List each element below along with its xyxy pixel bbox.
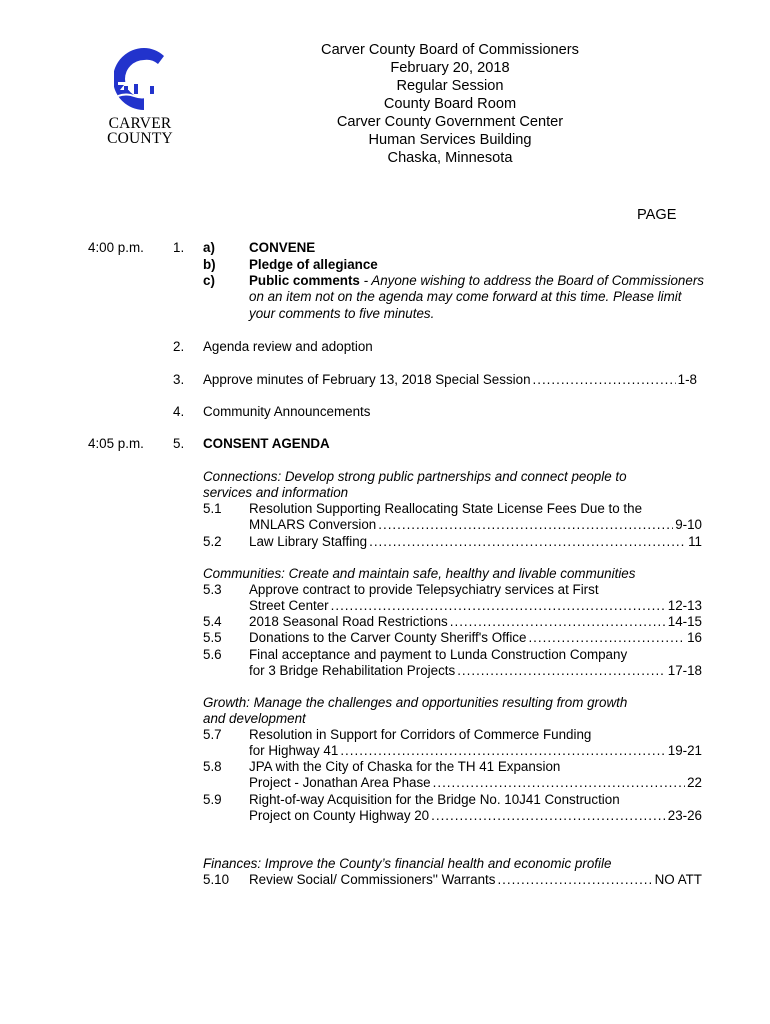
item-5-6-row <box>249 663 702 679</box>
item-5-6-line-1: Final acceptance and payment to Lunda Construction Company <box>249 647 628 662</box>
item-5-10-page: NO ATT <box>654 872 702 887</box>
growth-heading-2: and development <box>203 711 306 726</box>
time-5: 4:05 p.m. <box>88 436 144 451</box>
item-5-9-line-1: Right-of-way Acquisition for the Bridge No. 10J41 Construction <box>249 792 620 807</box>
header-session: Regular Session <box>396 78 504 94</box>
item-1b-letter: b) <box>203 257 216 272</box>
item-5-9-page: 23-26 <box>667 808 702 823</box>
consent-agenda-heading: CONSENT AGENDA <box>203 436 330 451</box>
item-5-4-text: 2018 Seasonal Road Restrictions <box>249 614 448 629</box>
item-5-1-row <box>249 517 702 533</box>
county-logo <box>96 46 186 146</box>
item-5-1-line-2: MNLARS Conversion <box>249 517 377 532</box>
item-5-2-number: 5.2 <box>203 534 222 549</box>
connections-heading-1: Connections: Develop strong public partnerships and connect people to <box>203 469 627 484</box>
item-3-page: 1-8 <box>677 372 697 387</box>
item-5-9-number: 5.9 <box>203 792 222 807</box>
public-comments-heading: Public comments <box>249 273 360 288</box>
time-1: 4:00 p.m. <box>88 240 144 255</box>
header-board-name: Carver County Board of Commissioners <box>321 42 579 58</box>
item-5-3-page: 12-13 <box>667 598 702 613</box>
item-5-6-page: 17-18 <box>667 663 702 678</box>
item-5-9-line-2: Project on County Highway 20 <box>249 808 430 823</box>
public-comments-line-1: - Anyone wishing to address the Board of Commissioners <box>359 273 704 288</box>
item-5-10-number: 5.10 <box>203 872 230 887</box>
item-5-7-number: 5.7 <box>203 727 222 742</box>
item-5-3-row <box>249 598 702 614</box>
item-5-9-row <box>249 808 702 824</box>
item-1b-text: Pledge of allegiance <box>249 257 378 272</box>
item-5-3-line-1: Approve contract to provide Telepsychiatry services at First <box>249 582 599 597</box>
item-5-1-number: 5.1 <box>203 501 222 516</box>
item-5-7-page: 19-21 <box>667 743 702 758</box>
item-5-10-row <box>249 872 702 888</box>
carver-county-emblem-icon <box>114 46 166 112</box>
item-5-5-text: Donations to the Carver County Sheriff's Office <box>249 630 527 645</box>
item-5-2-page: 11 <box>688 534 702 549</box>
header-date: February 20, 2018 <box>390 60 510 76</box>
item-3-number: 3. <box>173 372 185 387</box>
item-5-2-row <box>249 534 702 550</box>
item-2-number: 2. <box>173 339 185 354</box>
item-1-number: 1. <box>173 240 185 255</box>
item-5-2-text: Law Library Staffing <box>249 534 368 549</box>
item-5-7-row <box>249 743 702 759</box>
item-5-4-page: 14-15 <box>667 614 702 629</box>
header-city: Chaska, Minnesota <box>387 150 513 166</box>
header-room: County Board Room <box>383 96 517 112</box>
finances-heading: Finances: Improve the County’s financial health and economic profile <box>203 856 612 871</box>
item-5-5-number: 5.5 <box>203 630 222 645</box>
growth-heading-1: Growth: Manage the challenges and opportunities resulting from growth <box>203 695 628 710</box>
item-1c-text <box>249 273 729 322</box>
item-5-3-number: 5.3 <box>203 582 222 597</box>
item-5-8-row <box>249 775 702 791</box>
logo-line-carver: CARVER <box>108 115 172 132</box>
item-5-7-line-2: for Highway 41 <box>249 743 339 758</box>
item-5-3-line-2: Street Center <box>249 598 329 613</box>
logo-wordmark <box>100 116 180 146</box>
header-center: Carver County Government Center <box>336 114 564 130</box>
item-5-number: 5. <box>173 436 185 451</box>
item-5-1-page: 9-10 <box>675 517 702 532</box>
item-5-5-page: 16 <box>687 630 702 645</box>
item-5-4-row <box>249 614 702 630</box>
item-4-text: Community Announcements <box>203 404 371 419</box>
item-5-8-line-2: Project - Jonathan Area Phase <box>249 775 431 790</box>
item-5-7-line-1: Resolution in Support for Corridors of Commerce Funding <box>249 727 592 742</box>
item-2-text: Agenda review and adoption <box>203 339 373 354</box>
item-3-text: Approve minutes of February 13, 2018 Special Session <box>203 372 531 387</box>
item-3-row <box>203 372 697 388</box>
item-5-6-line-2: for 3 Bridge Rehabilitation Projects <box>249 663 456 678</box>
item-5-8-line-1: JPA with the City of Chaska for the TH 41 Expansion <box>249 759 561 774</box>
item-5-4-number: 5.4 <box>203 614 222 629</box>
item-5-6-number: 5.6 <box>203 647 222 662</box>
public-comments-line-2: on an item not on the agenda may come forward at this time. Please limit <box>249 289 682 305</box>
item-1a-letter: a) <box>203 240 215 255</box>
item-5-10-text: Review Social/ Commissioners'' Warrants <box>249 872 496 887</box>
item-5-5-row <box>249 630 702 646</box>
header-building: Human Services Building <box>368 132 532 148</box>
item-5-1-line-1: Resolution Supporting Reallocating State License Fees Due to the <box>249 501 643 516</box>
item-4-number: 4. <box>173 404 185 419</box>
connections-heading-2: services and information <box>203 485 349 500</box>
logo-line-county: COUNTY <box>107 130 173 147</box>
item-5-8-page: 22 <box>687 775 702 790</box>
public-comments-line-3: your comments to five minutes. <box>249 305 435 321</box>
item-5-8-number: 5.8 <box>203 759 222 774</box>
item-1c-letter: c) <box>203 273 215 288</box>
page-column-label: PAGE <box>637 207 677 223</box>
item-1a-text: CONVENE <box>249 240 316 255</box>
meeting-header <box>230 41 670 167</box>
communities-heading: Communities: Create and maintain safe, healthy and livable communities <box>203 566 636 581</box>
